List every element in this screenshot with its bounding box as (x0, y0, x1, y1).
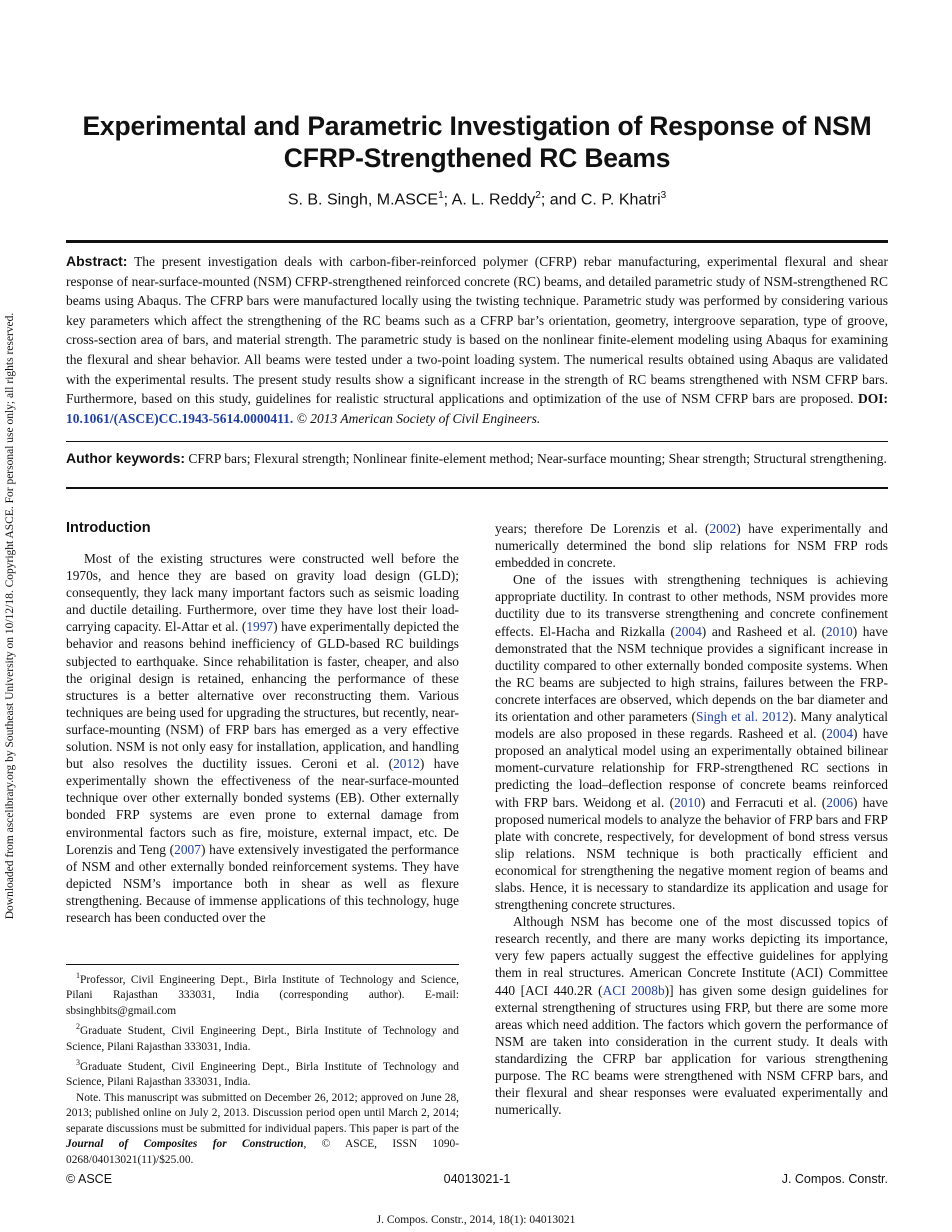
citation-link[interactable]: 2007 (174, 841, 201, 857)
footer-journal: J. Compos. Constr. (781, 1172, 888, 1186)
text-run: ) have proposed numerical models to analyze the behavior of FRP bars and FRP plate with concrete, respectively, for development of bond stress versus slip relations. NSM technique is both practically efficient and economical for strengthening the negative moment region of beams and slabs. Hence, it is necessary to standardize its application and usage for strengthening concrete structures. (495, 794, 888, 913)
text-run: ) have proposed an analytical model using an experimentally obtained bilinear moment-curvature relationship for FRP-strengthened RC sections in predicting the load–deflection response of concrete beams reinforced with FRP bars. Weidong et al. ( (495, 726, 888, 810)
text-run: ) have experimentally shown the effectiveness of the near-surface-mounted technique over other externally bonded systems (EB). Other externally bonded FRP systems are even prone to external damage from environmental factors such as fire, moisture, external impact, etc. De Lorenzis and Teng ( (66, 756, 459, 857)
introduction-heading: Introduction (66, 520, 151, 536)
journal-name: Journal of Composites for Construction (66, 1138, 304, 1151)
text-run: )] has given some design guidelines for external strengthening of structures using FRP, but there are some more areas which need addition. The factors which govern the performance of NSM are taken into consideration in the current study. It deals with standardizing the CFRP bar application for various strengthening purpose. The RC beams were strengthened with NSM CFRP bars, and their flexural and shear responses were evaluated experimentally and numerically. (495, 982, 888, 1118)
doi-label: DOI: (858, 391, 889, 407)
footnote-1 (66, 968, 459, 1019)
note-text: , © ASCE, ISSN 1090-0268/04013021(11)/$25.00. (66, 1138, 459, 1166)
footnote-2 (66, 1019, 459, 1055)
intro-paragraph-1 (66, 550, 459, 926)
paper-title: Experimental and Parametric Investigation of Response of NSM CFRP-Strengthened RC Beams (82, 111, 872, 173)
author-1: S. B. Singh, M.ASCE (287, 191, 439, 209)
author-keywords (66, 449, 888, 469)
keywords-top-rule (66, 441, 888, 442)
text-run: Although NSM has become one of the most discussed topics of research recently, and there are many works depicting its importance, very few papers actually suggest the effective guidelines for applying them in real structures. American Concrete Institute (ACI) Committee 440 [ACI 440.2R ( (495, 914, 888, 998)
citation-link[interactable]: 2010 (674, 794, 701, 810)
text-run: ). Many analytical models are also proposed in these regards. Rasheed et al. ( (495, 709, 888, 742)
author-separator: ; and (540, 191, 581, 209)
download-notice-text: Downloaded from ascelibrary.org by Southeast University on 10/12/18. Copyright ASCE. For personal use only; all rights reserved. (4, 312, 16, 920)
download-notice (2, 0, 18, 1232)
text-run: Most of the existing structures were constructed well before the 1970s, and hence they are based on gravity load design (GLD); consequently, they lack many important factors such as seismic loading and ductile detailing. Furthermore, over time they have lost their load-carrying capacity. El-Attar et al. ( (66, 551, 459, 635)
text-run: ) and Rasheed et al. ( (701, 623, 826, 639)
citation-link[interactable]: ACI 2008b (602, 982, 665, 998)
keywords-text: CFRP bars; Flexural strength; Nonlinear finite-element method; Near-surface mounting; Shear strength; Structural strengthening. (188, 451, 887, 466)
intro-paragraph-2 (495, 571, 888, 913)
keywords-bottom-rule (66, 487, 888, 489)
citation-link[interactable]: 2006 (826, 794, 854, 810)
abstract (66, 252, 888, 428)
footnote-text: Graduate Student, Civil Engineering Dept., Birla Institute of Technology and Science, Pilani Rajasthan 333031, India. (66, 1025, 459, 1053)
manuscript-note (66, 1091, 459, 1169)
author-2-affiliation-mark: 2 (535, 190, 541, 201)
text-run: One of the issues with strengthening techniques is achieving appropriate ductility. In contrast to other methods, NSM provides more ductility due to its transverse strengthening and concrete confinement effects. El-Hacha and Rizkalla ( (495, 572, 888, 639)
text-run: ) have extensively investigated the performance of NSM and other externally bonded reinforcement systems. They have depicted NSM’s importance both in shear as well as flexure strengthening. Because of immense applications of this technology, huge research has been conducted over the (66, 841, 459, 925)
footnote-text: Professor, Civil Engineering Dept., Birla Institute of Technology and Science, Pilani Rajasthan 333031, India (corresponding author). E-mail: sbsinghbits@gmail.com (66, 973, 459, 1017)
right-column (495, 520, 888, 1118)
citation-link[interactable]: 2004 (826, 726, 854, 742)
citation-link[interactable]: 2010 (825, 623, 853, 639)
author-2: A. L. Reddy (451, 191, 536, 209)
author-3-affiliation-mark: 3 (660, 190, 667, 201)
footer-page-number: 04013021-1 (443, 1172, 511, 1186)
footnote-rule (66, 964, 459, 965)
footer-publisher: © ASCE (66, 1172, 113, 1186)
citation-line: J. Compos. Constr., 2014, 18(1): 04013021 (376, 1214, 576, 1226)
keywords-label: Author keywords: (66, 450, 186, 466)
left-column (66, 518, 459, 926)
intro-paragraph-3 (495, 913, 888, 1118)
text-run: ) and Ferracuti et al. ( (700, 794, 827, 810)
citation-link[interactable]: 2004 (675, 623, 702, 639)
footnote-mark: 3 (76, 1058, 80, 1068)
footnote-3 (66, 1055, 459, 1091)
author-3: C. P. Khatri (580, 191, 661, 209)
footnote-mark: 2 (76, 1022, 80, 1032)
abstract-text: The present investigation deals with carbon-fiber-reinforced polymer (CFRP) rebar manufacturing, experimental flexural and shear response of near-surface-mounted (NSM) CFRP-strengthened reinforced concrete (RC) beams, and detailed parametric study of NSM-strengthened RC beams using Abaqus. The CFRP bars were manufactured locally using the twisting technique. Parametric study was performed by considering various key parameters which affect the strengthening of the RC beams such as a CFRP bar’s orientation, geometry, intergroove separation, type of groove, cross-section area of bars, and material strength. The parametric study is based on the nonlinear finite-element modeling using Abaqus for examining the flexural and shear behavior. All beams were tested under a two-point loading system. The numerical results obtained using Abaqus are validated with the experimental results. The present study results show a significant increase in the strength of RC beams strengthened with NSM CFRP bars. Furthermore, based on this study, guidelines for realistic structural applications and optimization of the use of NSM CFRP bars are proposed. (66, 254, 888, 407)
note-text: Note. This manuscript was submitted on December 26, 2012; approved on June 28, 2013; published online on July 2, 2013. Discussion period open until March 2, 2014; separate discussions must be submitted for individual papers. This paper is part of the (66, 1091, 459, 1135)
footnote-mark: 1 (76, 971, 80, 980)
citation-link[interactable]: 1997 (246, 619, 274, 635)
citation-link[interactable]: Singh et al. 2012 (695, 709, 789, 725)
author-list (66, 190, 888, 209)
footnote-text: Graduate Student, Civil Engineering Dept., Birla Institute of Technology and Science, Pilani Rajasthan 333031, India. (66, 1060, 459, 1089)
citation-link[interactable]: 2012 (393, 756, 420, 772)
abstract-label: Abstract: (66, 253, 128, 269)
text-run: years; therefore De Lorenzis et al. ( (495, 521, 710, 536)
footnotes (66, 968, 459, 1168)
intro-paragraph-1-continued (495, 520, 888, 571)
author-1-affiliation-mark: 1 (438, 190, 444, 201)
text-run: ) have demonstrated that the NSM technique provides a significant increase in ductility compared to other externally bonded composite systems. When the RC beams are subjected to high strains, failures between the FRP-concrete interfaces are observed, which depends on the bar diameter and its orientation and other parameters ( (495, 623, 888, 725)
doi-link[interactable]: 10.1061/(ASCE)CC.1943-5614.0000411. (66, 410, 294, 426)
citation-link[interactable]: 2002 (709, 521, 737, 536)
abstract-top-rule (66, 240, 888, 243)
copyright-notice: © 2013 American Society of Civil Engineers. (296, 410, 541, 426)
text-run: ) have experimentally depicted the behavior and reasons behind inefficiency of GLD-based RC buildings subjected to earthquake. Since rehabilitation is faster, cheaper, and also the original design is retained, enhancing the performance of these structures is a better alternative over reconstructing them. Various techniques are being used for upgrading the structures, but recently, near-surface-mounting (NSM) of FRP bars has emerged as a very effective solution. NSM is not only easy for installation, application, and handling but also resolves the ductility issues. Ceroni et al. ( (66, 619, 459, 772)
text-run: ) have experimentally and numerically determined the bond slip relations for NSM FRP rods embedded in concrete. (495, 521, 888, 571)
author-separator: ; (443, 191, 452, 209)
